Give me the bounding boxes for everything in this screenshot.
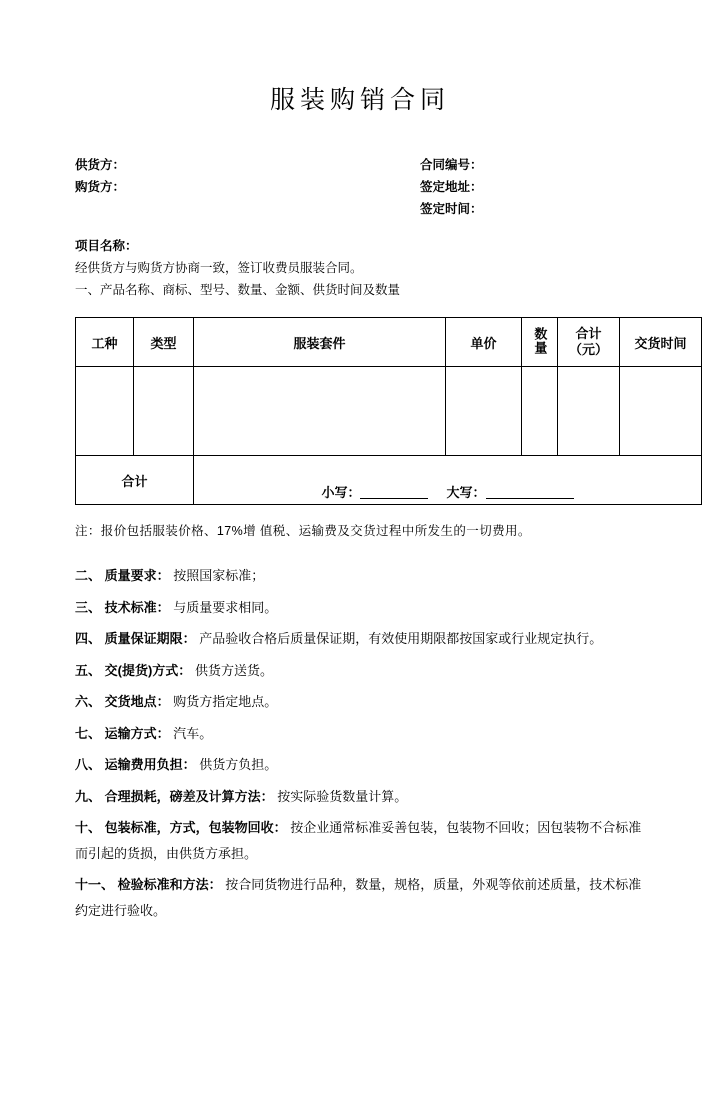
clause-title: 运输费用负担：: [104, 757, 196, 772]
clause-item: [75, 626, 645, 652]
parties-block: [75, 158, 645, 218]
parties-right: [420, 158, 483, 224]
clause-text: 按企业通常标准妥善包装，包装物不回收；因包装物不合标准而引起的货损，由供货方承担。: [75, 820, 642, 861]
xiaoxie-blank[interactable]: [360, 484, 428, 499]
header-jiaohuo: 交货时间: [620, 318, 702, 367]
clause-num: 七、: [75, 725, 102, 741]
clause-item: [75, 595, 645, 621]
header-gongzhong: 工种: [76, 318, 134, 367]
clause-num: 九、: [75, 788, 102, 804]
header-heji-line2: （元）: [568, 342, 608, 357]
project-block: [75, 236, 645, 301]
price-note: 注：报价包括服装价格、17%增 值税、运输费及交货过程中所发生的一切费用。: [75, 524, 531, 538]
clause-text: 购货方指定地点。: [173, 694, 278, 709]
project-name-label: 项目名称：: [75, 239, 138, 253]
buyer-label: 购货方：: [75, 180, 126, 194]
page-title: 服装购销合同: [269, 85, 450, 114]
header-leixing: 类型: [134, 318, 194, 367]
header-heji-line1: 合计: [575, 325, 602, 341]
clause-one-heading: 一、产品名称、商标、型号、数量、金额、供货时间及数量: [75, 283, 401, 297]
total-label: 合计: [76, 456, 194, 505]
xiaoxie-label: 小写：: [321, 484, 361, 500]
clause-item: [75, 563, 645, 589]
clause-num: 三、: [75, 599, 102, 615]
table-row: [76, 367, 702, 456]
clause-num: 十一、: [75, 877, 115, 892]
daxie-label: 大写：: [446, 484, 486, 500]
clause-text: 供货方负担。: [199, 757, 278, 772]
clause-item: [75, 752, 645, 778]
clause-item: [75, 784, 645, 810]
header-danjia: 单价: [446, 318, 522, 367]
contract-number-label: 合同编号：: [420, 158, 483, 172]
clause-title: 质量要求：: [104, 568, 170, 583]
clause-text: 按照国家标准；: [173, 568, 265, 583]
clause-title: 质量保证期限：: [104, 631, 196, 646]
cell-jiaohuo[interactable]: [620, 367, 702, 456]
clause-text: 按实际验货数量计算。: [277, 788, 408, 804]
cell-danjia[interactable]: [446, 367, 522, 456]
clause-text: 按合同货物进行品种，数量，规格，质量，外观等依前述质量，技术标准约定进行验收。: [75, 877, 642, 918]
cell-shuliang[interactable]: [522, 367, 558, 456]
goods-table: [75, 317, 702, 505]
project-intro-line: 经供货方与购货方协商一致，签订收费员服装合同。: [75, 261, 363, 275]
clause-text: 汽车。: [173, 725, 213, 741]
clause-item: [75, 872, 645, 923]
clause-num: 二、: [75, 568, 102, 583]
cell-taojian[interactable]: [194, 367, 446, 456]
signing-time-label: 签定时间：: [420, 202, 483, 216]
clause-item: [75, 721, 645, 747]
clause-text: 供货方送货。: [194, 662, 273, 678]
cell-gongzhong[interactable]: [76, 367, 134, 456]
clause-title: 技术标准：: [104, 599, 170, 615]
clause-text: 与质量要求相同。: [173, 599, 278, 615]
parties-left: [75, 158, 125, 202]
clause-title: 交(提货)方式：: [104, 662, 192, 678]
clause-title: 包装标准，方式，包装物回收：: [104, 820, 287, 835]
clause-title: 运输方式：: [104, 725, 170, 741]
signing-place-label: 签定地址：: [420, 180, 483, 194]
cell-leixing[interactable]: [134, 367, 194, 456]
total-amount-cell: [194, 456, 702, 505]
clause-num: 十、: [75, 820, 102, 835]
daxie-blank[interactable]: [486, 484, 574, 499]
clause-item: [75, 689, 645, 715]
header-taojian: 服装套件: [194, 318, 446, 367]
table-total-row: [76, 456, 702, 505]
clause-num: 四、: [75, 631, 102, 646]
clause-title: 检验标准和方法：: [117, 877, 222, 892]
clause-title: 交货地点：: [104, 694, 170, 709]
clause-num: 六、: [75, 694, 102, 709]
supplier-label: 供货方：: [75, 158, 126, 172]
clause-num: 五、: [75, 662, 102, 678]
clause-text: 产品验收合格后质量保证期，有效使用期限都按国家或行业规定执行。: [199, 631, 603, 646]
clause-num: 八、: [75, 757, 102, 772]
header-shuliang: 数量: [522, 318, 558, 367]
clause-title: 合理损耗，磅差及计算方法：: [104, 788, 274, 804]
clause-item: [75, 815, 645, 866]
cell-heji[interactable]: [558, 367, 620, 456]
clauses-list: [75, 563, 645, 923]
table-header-row: [76, 318, 702, 367]
document-page: [0, 80, 720, 1097]
clause-item: [75, 658, 645, 684]
header-heji: [558, 318, 620, 367]
xiaoxie-group: [321, 482, 573, 501]
